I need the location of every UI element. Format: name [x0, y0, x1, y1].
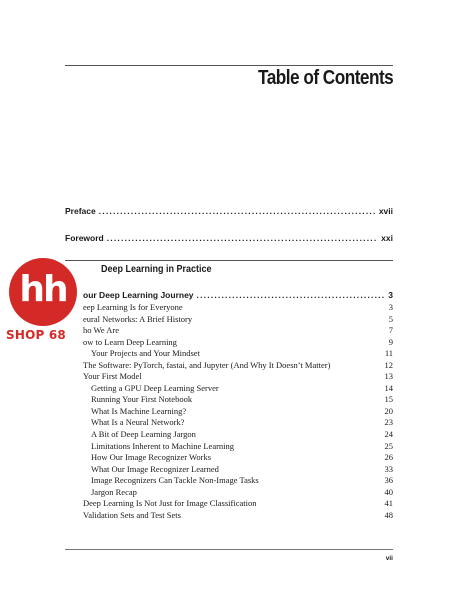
section-title: eural Networks: A Brief History	[83, 313, 193, 324]
toc-entry-section[interactable]	[65, 383, 393, 395]
section-title: What Our Image Recognizer Learned	[91, 463, 219, 474]
toc-entry-foreword[interactable]	[65, 233, 393, 243]
section-title: ho We Are	[83, 325, 119, 336]
page-title: Table of Contents	[257, 67, 393, 89]
section-page: 24	[384, 429, 393, 440]
section-title: Limitations Inherent to Machine Learning	[91, 440, 235, 451]
section-title: Running Your First Notebook	[91, 394, 193, 405]
bottom-rule	[65, 549, 393, 550]
section-title: Your First Model	[83, 371, 142, 382]
toc-entry-section[interactable]	[65, 371, 393, 383]
part-heading: Deep Learning in Practice	[101, 264, 212, 275]
entry-title: Foreword	[65, 233, 104, 243]
toc-entry-section[interactable]	[65, 360, 393, 372]
section-title: eep Learning Is for Everyone	[83, 302, 183, 312]
toc-entry-section[interactable]	[65, 314, 393, 326]
toc-entry-section[interactable]	[65, 441, 393, 453]
toc-entry-chapter[interactable]	[65, 290, 393, 300]
toc-entry-section[interactable]	[65, 452, 393, 464]
leader-dots	[197, 290, 386, 300]
section-page: 13	[384, 371, 393, 382]
section-page: 5	[388, 313, 393, 324]
toc-entry-section[interactable]	[65, 475, 393, 487]
section-title: A Bit of Deep Learning Jargon	[91, 429, 196, 440]
toc-entry-section[interactable]	[65, 464, 393, 476]
shop-logo	[9, 258, 77, 326]
section-page: 15	[384, 394, 393, 405]
toc-entry-section[interactable]	[65, 487, 393, 499]
section-page: 7	[388, 325, 393, 336]
entry-title: Preface	[65, 206, 96, 216]
section-page: 14	[384, 382, 393, 393]
section-page: 20	[384, 405, 393, 416]
section-title: Image Recognizers Can Tackle Non-Image Tasks	[91, 475, 259, 486]
leader-dots	[107, 233, 378, 243]
leader-dots	[99, 206, 376, 216]
section-title: ow to Learn Deep Learning	[83, 336, 177, 347]
section-page: 40	[384, 486, 393, 497]
section-title: Your Projects and Your Mindset	[91, 348, 200, 359]
part-rule	[65, 260, 393, 261]
toc-entry-section[interactable]	[65, 302, 393, 314]
section-title: Validation Sets and Test Sets	[83, 509, 181, 520]
section-page: 11	[384, 348, 393, 359]
toc-entry-section[interactable]	[65, 429, 393, 441]
section-page: 36	[384, 475, 393, 486]
section-page: 3	[388, 302, 393, 312]
chapter-title: our Deep Learning Journey	[83, 290, 194, 300]
logo-letters: hh	[19, 269, 67, 310]
section-page: 23	[384, 417, 393, 428]
entry-page: xxi	[381, 233, 393, 243]
section-page: 48	[384, 509, 393, 520]
section-title: How Our Image Recognizer Works	[91, 452, 212, 463]
section-title: Getting a GPU Deep Learning Server	[91, 382, 219, 393]
chapter-page: 3	[388, 290, 393, 300]
toc-entry-section[interactable]	[65, 337, 393, 349]
page-number: vii	[385, 555, 393, 562]
section-page: 26	[384, 452, 393, 463]
section-title: The Software: PyTorch, fastai, and Jupyter (And Why It Doesn’t Matter)	[83, 359, 331, 370]
toc-entry-section[interactable]	[65, 394, 393, 406]
toc-entry-section[interactable]	[65, 406, 393, 418]
section-page: 9	[388, 336, 393, 347]
section-page: 12	[384, 359, 393, 370]
entry-page: xvii	[378, 206, 393, 216]
section-title: What Is Machine Learning?	[91, 405, 187, 416]
toc-entry-preface[interactable]	[65, 206, 393, 216]
toc-entry-section[interactable]	[65, 498, 393, 510]
toc-entry-section[interactable]	[65, 348, 393, 360]
toc-entry-section[interactable]	[65, 417, 393, 429]
section-title: Deep Learning Is Not Just for Image Classification	[83, 498, 257, 509]
section-page: 41	[384, 498, 393, 509]
toc-entry-section[interactable]	[65, 325, 393, 337]
section-list	[65, 302, 393, 521]
section-title: Jargon Recap	[91, 486, 137, 497]
shop-watermark-text: SHOP 68	[6, 328, 66, 342]
section-page: 25	[384, 440, 393, 451]
toc-entry-section[interactable]	[65, 510, 393, 522]
section-page: 33	[384, 463, 393, 474]
section-title: What Is a Neural Network?	[91, 417, 185, 428]
